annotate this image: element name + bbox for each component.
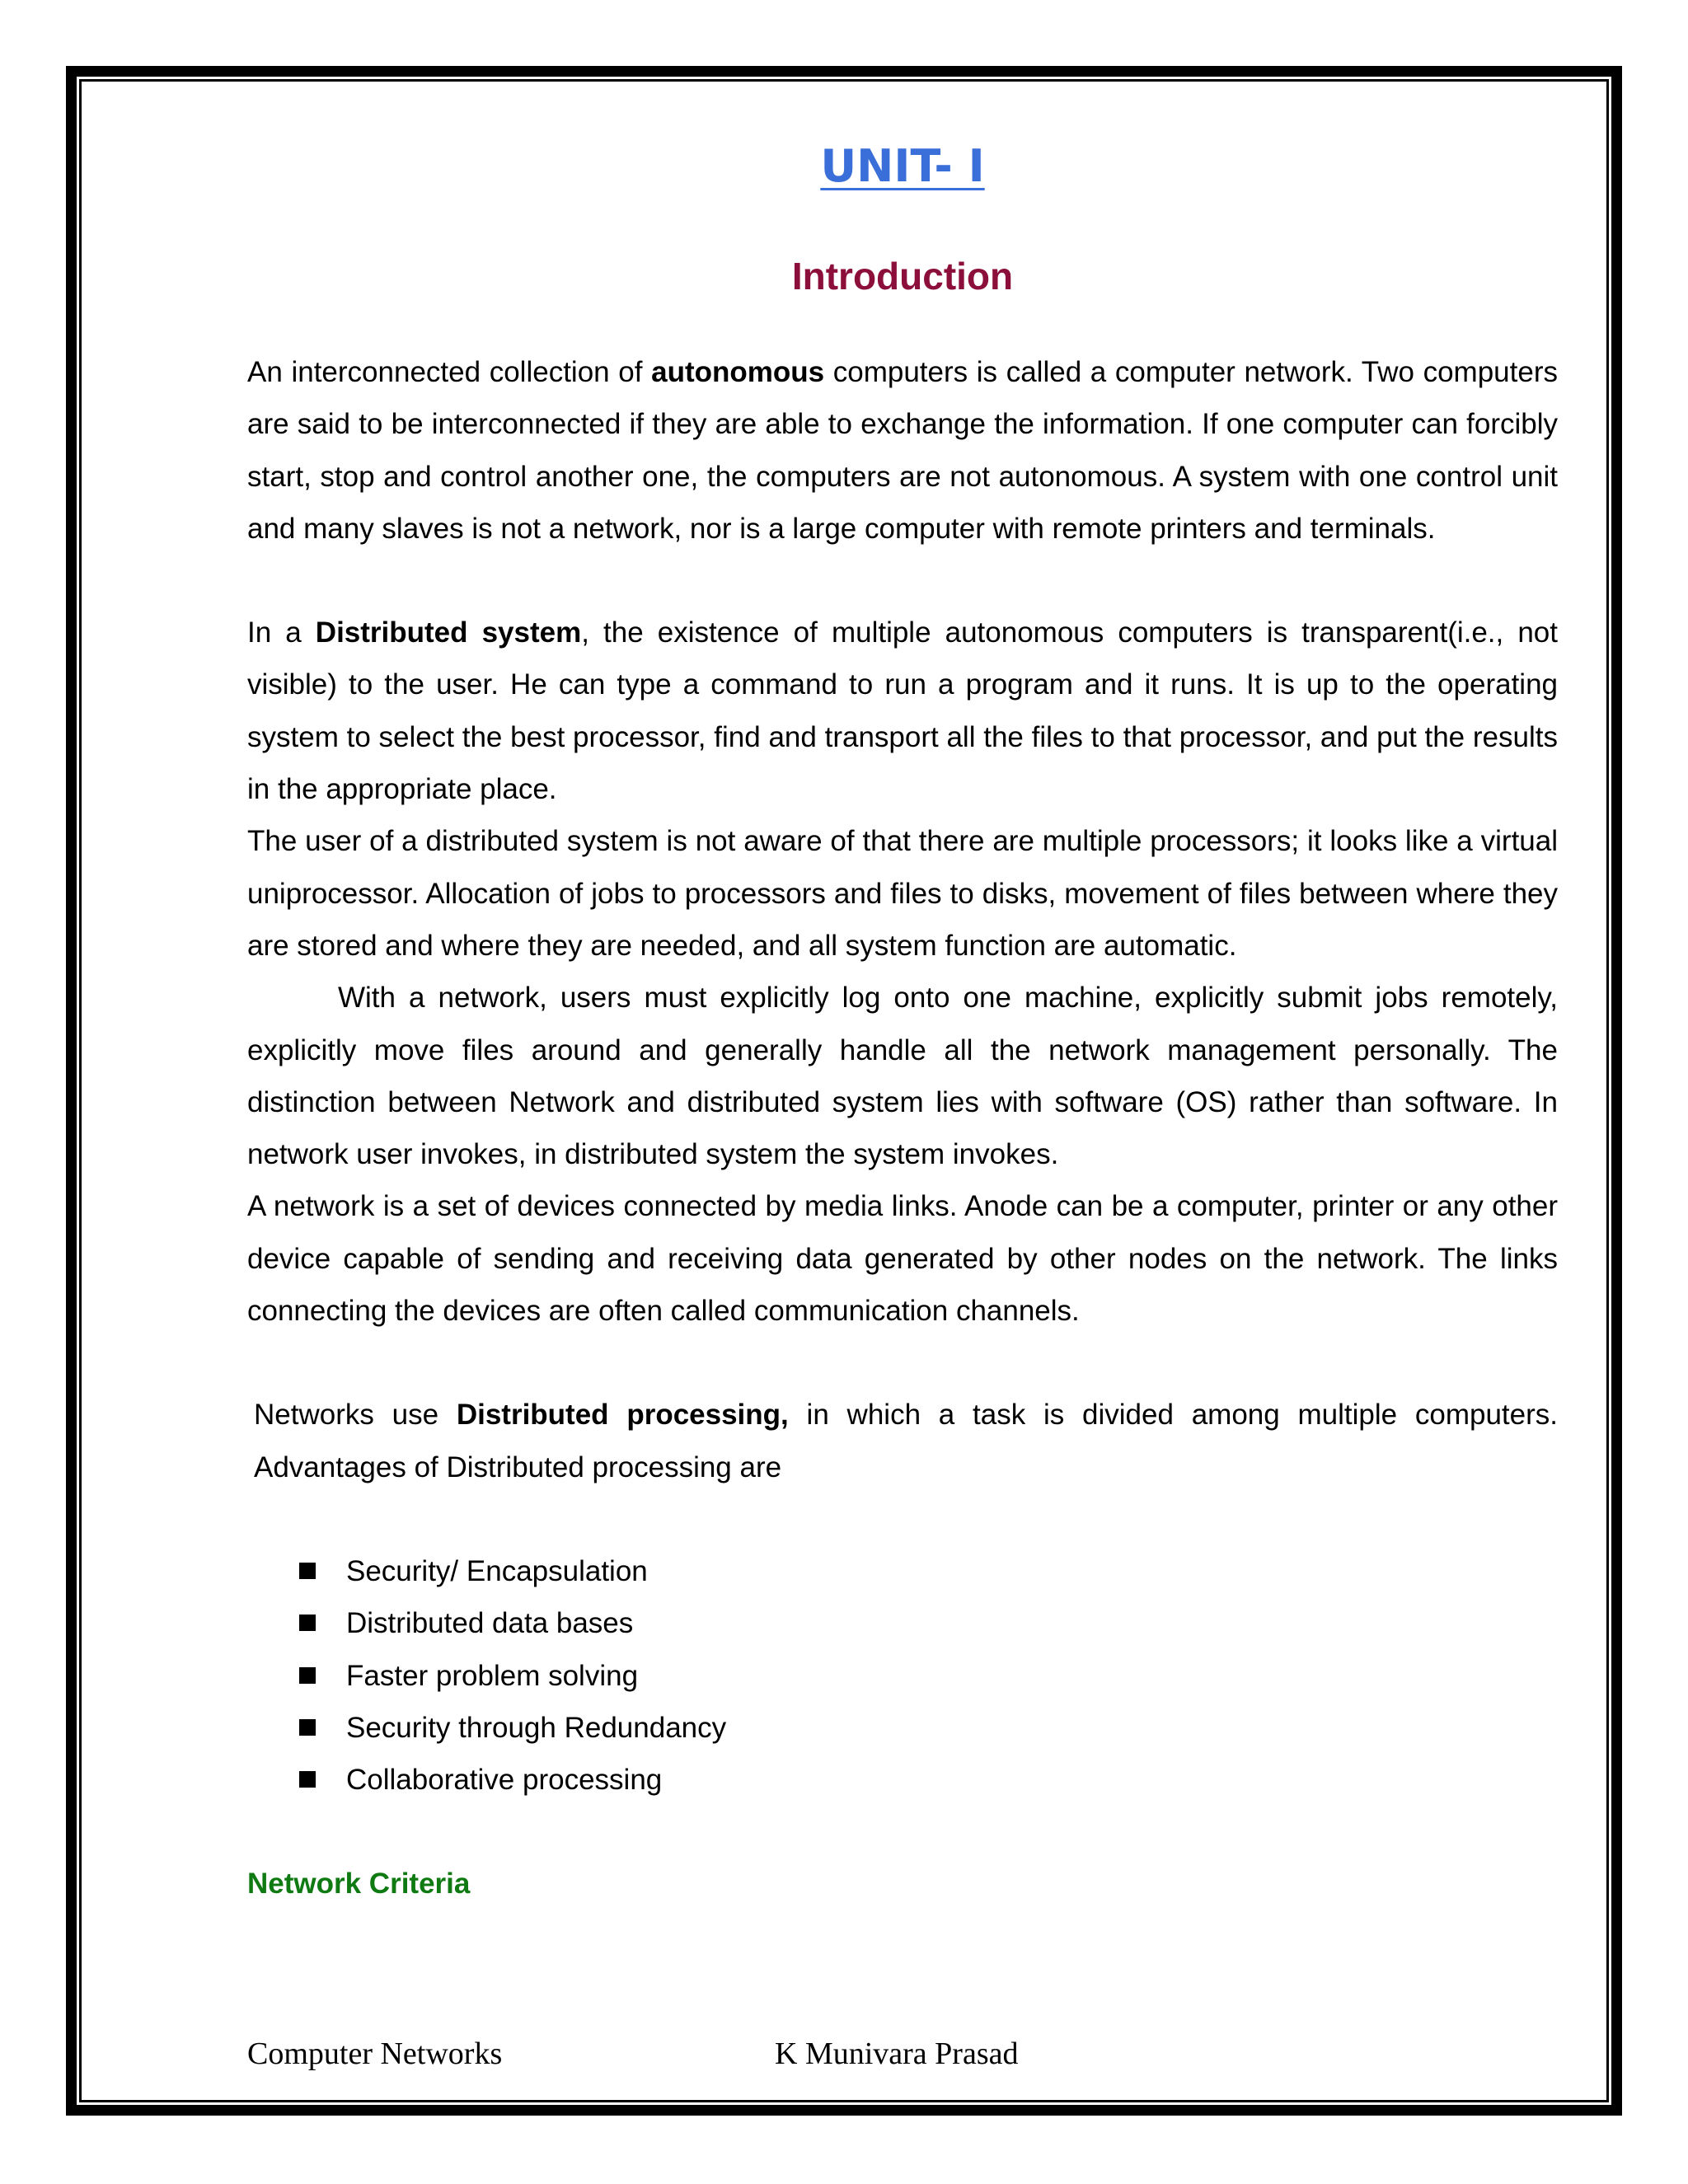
text: , the existence of multiple autonomous computers is transparent(i.e., not visible) to the user. He can type a command to run a program and it runs. It is up to the operating system to select the best processor, find and transport all the files to that processor, and put the results in the appropriate place. xyxy=(247,616,1558,806)
paragraph-network-definition xyxy=(247,346,1558,555)
list-item-label: Security through Redundancy xyxy=(346,1711,727,1744)
list-item xyxy=(247,1650,1558,1702)
square-bullet-icon xyxy=(299,1667,316,1684)
list-item xyxy=(247,1702,1558,1754)
term-distributed-processing: Distributed processing, xyxy=(456,1399,789,1432)
spacer xyxy=(247,1493,1558,1545)
text: Networks use xyxy=(254,1399,457,1432)
list-item-label: Distributed data bases xyxy=(346,1607,634,1640)
list-item xyxy=(247,1545,1558,1597)
square-bullet-icon xyxy=(299,1563,316,1579)
term-distributed-system: Distributed system xyxy=(315,616,582,649)
advantages-list xyxy=(247,1545,1558,1806)
paragraph-distributed-system xyxy=(247,607,1558,815)
document-body xyxy=(247,346,1558,1910)
spacer xyxy=(247,555,1558,607)
spacer xyxy=(247,1337,1558,1389)
square-bullet-icon xyxy=(299,1719,316,1736)
square-bullet-icon xyxy=(299,1771,316,1788)
term-autonomous: autonomous xyxy=(651,356,825,388)
footer-author: K Munivara Prasad xyxy=(775,2036,1019,2071)
text: An interconnected collection of xyxy=(247,356,652,388)
list-item-label: Collaborative processing xyxy=(346,1764,663,1797)
square-bullet-icon xyxy=(299,1615,316,1631)
spacer xyxy=(247,1806,1558,1858)
footer-course-title: Computer Networks xyxy=(247,2036,503,2071)
paragraph-distributed-processing xyxy=(247,1389,1558,1493)
network-criteria-heading: Network Criteria xyxy=(247,1868,471,1900)
list-item xyxy=(247,1754,1558,1806)
paragraph-network-set-of-devices: A network is a set of devices connected by media links. Anode can be a computer, printer or any other device capable of sending and receiving data generated by other nodes on the network. The links connecting the devices are often called communication channels. xyxy=(247,1190,1558,1328)
list-item-label: Security/ Encapsulation xyxy=(346,1554,648,1587)
text: In a xyxy=(247,616,316,649)
text: computers is called a computer network. Two computers are said to be interconnected if they are able to exchange the information. If one computer can forcibly start, stop and control another one, the computers are not autonomous. A system with one control unit and many slaves is not a network, nor is a large computer with remote printers and terminals. xyxy=(247,356,1558,545)
text: in which a task is divided among multiple computers. Advantages of Distributed processing are xyxy=(254,1399,1558,1483)
paragraph-virtual-uniprocessor: The user of a distributed system is not aware of that there are multiple processors; it looks like a virtual uniprocessor. Allocation of jobs to processors and files to disks, movement of files between where they are stored and where they are needed, and all system function are automatic. xyxy=(247,825,1558,962)
list-item xyxy=(247,1597,1558,1649)
list-item-label: Faster problem solving xyxy=(346,1659,639,1692)
unit-title: UNIT- I xyxy=(820,140,985,192)
introduction-heading: Introduction xyxy=(791,255,1014,298)
paragraph-network-vs-distributed: With a network, users must explicitly log onto one machine, explicitly submit jobs remotely, explicitly move files around and generally handle all the network management personally. The distinction between Network and distributed system lies with software (OS) rather than software. In network user invokes, in distributed system the system invokes. xyxy=(247,982,1558,1171)
